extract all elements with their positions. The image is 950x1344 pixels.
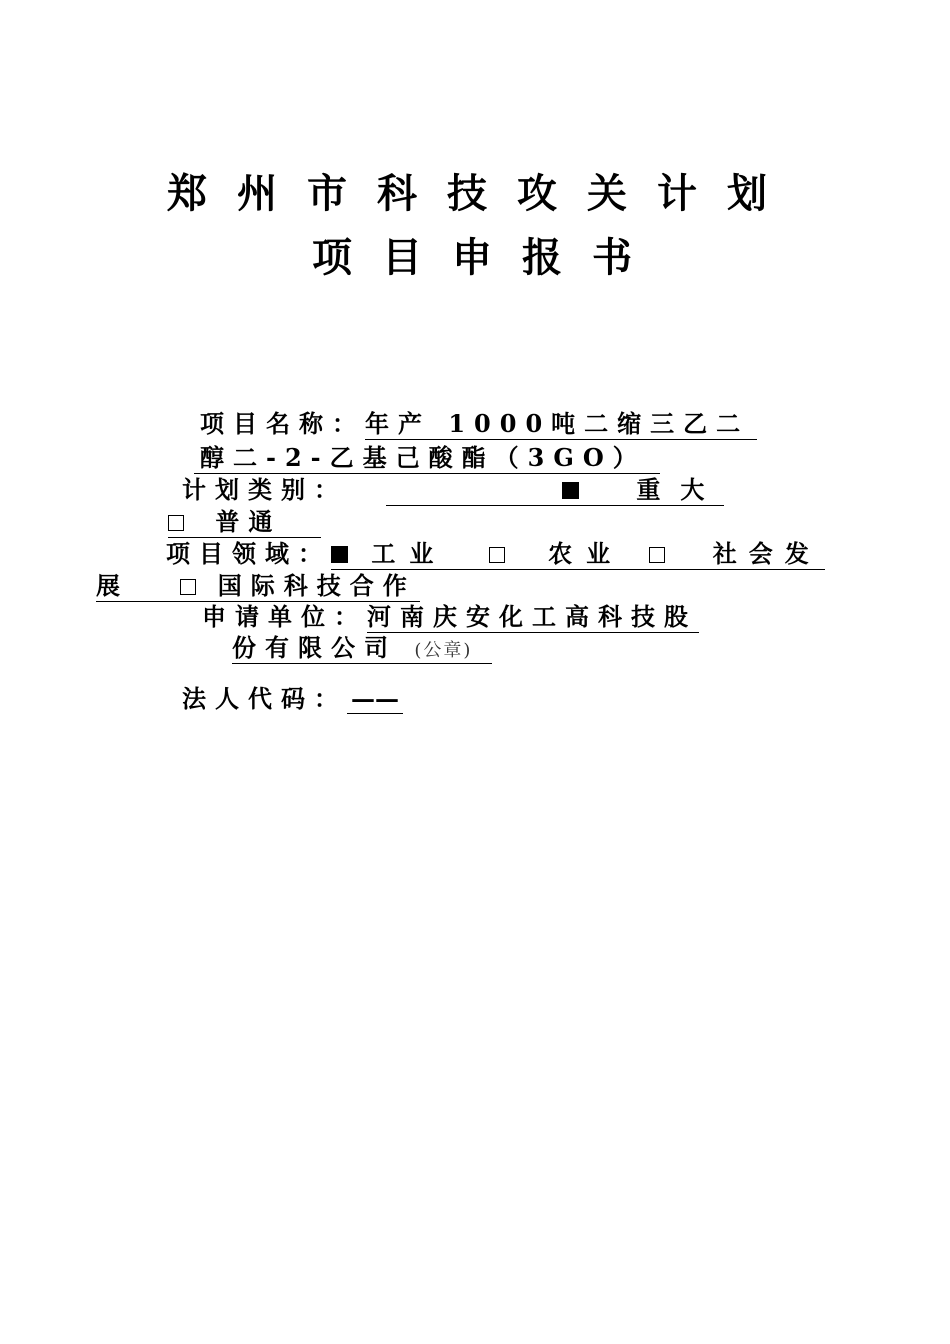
legal-code-row <box>182 679 403 714</box>
major-checkbox-checked[interactable] <box>562 482 579 499</box>
project-name-value-line2: 醇二-2-乙基己酸酯（3GO） <box>194 438 660 474</box>
industry-checkbox-checked[interactable] <box>331 546 348 563</box>
international-label: 国际科技合作 <box>217 571 416 600</box>
social-label-part2: 展 <box>96 571 129 600</box>
document-title-line1: 郑州市科技攻关计划 <box>167 170 797 217</box>
project-name-value-line1: 年产 1000吨二缩三乙二 <box>365 404 757 440</box>
normal-option <box>168 502 321 538</box>
document-title-line2: 项目申报书 <box>312 234 662 281</box>
applicant-label: 申请单位： <box>202 602 367 631</box>
agriculture-label: 农业 <box>548 539 625 568</box>
project-field-options <box>331 534 825 570</box>
applicant-value-line2-wrap <box>232 628 492 664</box>
social-checkbox[interactable] <box>649 547 665 563</box>
plan-category-label: 计划类别： <box>182 475 347 504</box>
project-name-row2 <box>194 438 660 474</box>
project-name-label: 项目名称： <box>200 409 365 438</box>
social-label-part1: 社会发 <box>712 539 821 568</box>
normal-checkbox[interactable] <box>168 515 184 531</box>
project-field-label: 项目领域： <box>166 539 331 568</box>
applicant-value-line1: 河南庆安化工高科技股 <box>367 597 699 633</box>
plan-category-options <box>386 470 724 506</box>
applicant-value-line2: 份有限公司 <box>232 633 397 662</box>
plan-category-row1 <box>182 470 724 506</box>
applicant-row2 <box>232 628 492 664</box>
agriculture-checkbox[interactable] <box>489 547 505 563</box>
project-field-row1 <box>166 534 825 570</box>
legal-code-label: 法人代码： <box>182 684 347 713</box>
major-option-label: 重大 <box>636 475 725 504</box>
international-checkbox[interactable] <box>180 579 196 595</box>
legal-code-value: —— <box>347 684 403 714</box>
seal-note: (公章) <box>414 640 473 661</box>
plan-category-row2 <box>168 502 321 538</box>
normal-option-label: 普通 <box>215 507 282 536</box>
project-name-row1 <box>200 404 757 440</box>
industry-label: 工业 <box>371 539 448 568</box>
